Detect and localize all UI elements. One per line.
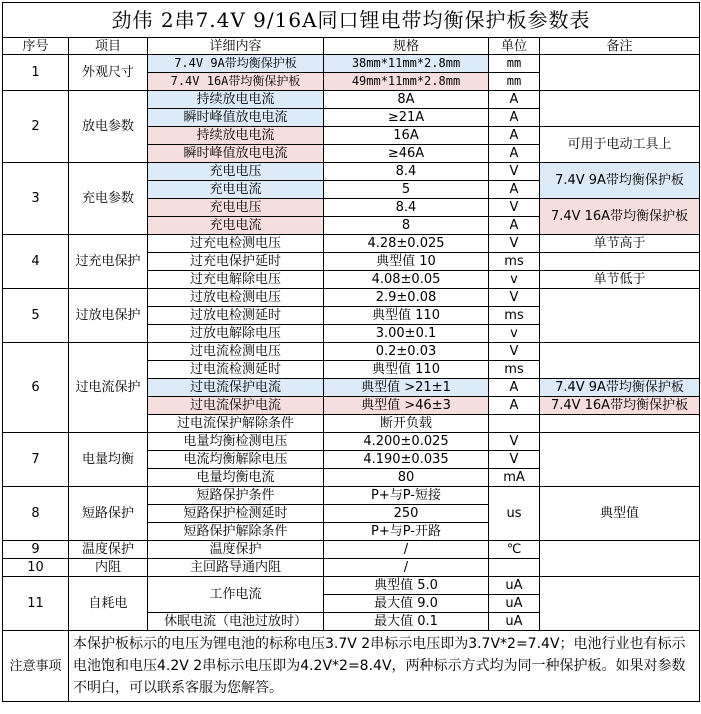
row-detail: 瞬时峰值放电电流	[148, 109, 324, 127]
row-detail: 过充电保护延时	[148, 253, 324, 271]
row-unit: V	[489, 235, 540, 253]
row-spec: 典型值 >21±1	[324, 379, 489, 397]
row-unit: v	[489, 271, 540, 289]
row-detail: 过电流保护电流	[148, 379, 324, 397]
row-remark: 单节低于	[540, 271, 700, 289]
row-detail: 瞬时峰值放电电流	[148, 145, 324, 163]
row-spec: 8	[324, 217, 489, 235]
row-unit: uA	[489, 577, 540, 595]
row-detail: 电量均衡检测电压	[148, 433, 324, 451]
row-number: 5	[3, 289, 69, 343]
header-remark: 备注	[540, 38, 700, 55]
row-item: 放电参数	[69, 91, 148, 163]
note-label: 注意事项	[3, 631, 69, 702]
row-unit: A	[489, 181, 540, 199]
row-number: 7	[3, 433, 69, 487]
header-detail: 详细内容	[148, 38, 324, 55]
table-row	[3, 91, 700, 109]
header-row	[3, 38, 700, 55]
row-unit: A	[489, 379, 540, 397]
row-item: 充电参数	[69, 163, 148, 235]
header-no: 序号	[3, 38, 69, 55]
table-row	[3, 487, 700, 505]
row-detail: 7.4V 16A带均衡保护板	[148, 73, 324, 91]
row-number: 2	[3, 91, 69, 163]
row-spec: 38mm*11mm*2.8mm	[324, 55, 489, 73]
row-spec: P+与P-开路	[324, 523, 489, 541]
row-spec: 4.200±0.025	[324, 433, 489, 451]
row-spec: /	[324, 541, 489, 559]
row-remark	[540, 541, 700, 577]
row-item: 过电流保护	[69, 343, 148, 433]
row-unit: uA	[489, 613, 540, 631]
row-spec: 2.9±0.08	[324, 289, 489, 307]
row-detail: 过电流保护电流	[148, 397, 324, 415]
row-item: 电量均衡	[69, 433, 148, 487]
row-item: 过放电保护	[69, 289, 148, 343]
row-detail: 过电流检测电压	[148, 343, 324, 361]
row-spec: 最大值 0.1	[324, 613, 489, 631]
table-row	[3, 433, 700, 451]
table-row	[3, 55, 700, 73]
row-detail: 温度保护	[148, 541, 324, 559]
row-unit: V	[489, 451, 540, 469]
row-remark: 典型值	[540, 487, 700, 541]
row-unit: V	[489, 289, 540, 307]
row-detail: 短路保护检测延时	[148, 505, 324, 523]
row-unit: mm	[489, 55, 540, 73]
row-spec: 断开负载	[324, 415, 489, 433]
row-remark	[540, 577, 700, 631]
table-row	[3, 541, 700, 559]
row-detail: 过充电检测电压	[148, 235, 324, 253]
row-spec: 4.08±0.05	[324, 271, 489, 289]
row-spec: 典型值 5.0	[324, 577, 489, 595]
table-title: 劲伟 2串7.4V 9/16A同口锂电带均衡保护板参数表	[3, 3, 700, 38]
row-remark	[540, 91, 700, 127]
row-spec: 8A	[324, 91, 489, 109]
row-spec: 典型值 110	[324, 307, 489, 325]
row-remark	[540, 55, 700, 91]
row-spec: 4.190±0.035	[324, 451, 489, 469]
table-row	[3, 289, 700, 307]
row-spec: 0.2±0.03	[324, 343, 489, 361]
row-remark	[540, 253, 700, 271]
row-remark: 可用于电动工具上	[540, 127, 700, 163]
row-item: 过充电保护	[69, 235, 148, 289]
row-remark: 7.4V 9A带均衡保护板	[540, 379, 700, 397]
row-number: 11	[3, 577, 69, 631]
spec-table	[2, 2, 700, 702]
row-detail: 电量均衡电流	[148, 469, 324, 487]
row-spec: 49mm*11mm*2.8mm	[324, 73, 489, 91]
row-spec: /	[324, 559, 489, 577]
row-detail: 持续放电电流	[148, 91, 324, 109]
row-unit: us	[489, 487, 540, 541]
row-unit: mm	[489, 73, 540, 91]
row-detail: 主回路导通内阻	[148, 559, 324, 577]
row-detail: 充电电流	[148, 181, 324, 199]
row-unit: uA	[489, 595, 540, 613]
row-spec: 典型值 110	[324, 361, 489, 379]
row-remark: 7.4V 16A带均衡保护板	[540, 397, 700, 415]
row-spec: 8.4	[324, 163, 489, 181]
row-unit: ms	[489, 307, 540, 325]
row-unit: A	[489, 127, 540, 145]
table-row	[3, 163, 700, 181]
row-detail: 短路保护条件	[148, 487, 324, 505]
row-unit: A	[489, 397, 540, 415]
row-detail: 充电电流	[148, 217, 324, 235]
row-detail: 过放电检测电压	[148, 289, 324, 307]
row-number: 10	[3, 559, 69, 577]
row-number: 8	[3, 487, 69, 541]
row-remark	[540, 433, 700, 487]
row-spec: 最大值 9.0	[324, 595, 489, 613]
row-spec: 16A	[324, 127, 489, 145]
table-row	[3, 343, 700, 361]
row-detail: 过充电解除电压	[148, 271, 324, 289]
row-detail: 过电流保护解除条件	[148, 415, 324, 433]
row-unit: V	[489, 433, 540, 451]
row-remark: 7.4V 16A带均衡保护板	[540, 199, 700, 235]
row-spec: ≥46A	[324, 145, 489, 163]
row-spec: ≥21A	[324, 109, 489, 127]
row-spec: 3.00±0.1	[324, 325, 489, 343]
row-unit: ℃	[489, 541, 540, 559]
header-spec: 规格	[324, 38, 489, 55]
row-unit: V	[489, 163, 540, 181]
row-remark: 单节高于	[540, 235, 700, 253]
row-remark	[540, 289, 700, 343]
row-number: 1	[3, 55, 69, 91]
row-unit: A	[489, 91, 540, 109]
row-detail: 过放电解除电压	[148, 325, 324, 343]
row-detail: 7.4V 9A带均衡保护板	[148, 55, 324, 73]
table-row	[3, 577, 700, 595]
row-detail: 持续放电电流	[148, 127, 324, 145]
row-detail: 充电电压	[148, 163, 324, 181]
row-unit: ms	[489, 253, 540, 271]
row-spec: 典型值 10	[324, 253, 489, 271]
row-unit: V	[489, 199, 540, 217]
note-row	[3, 631, 700, 702]
row-remark: 7.4V 9A带均衡保护板	[540, 163, 700, 199]
row-spec: 5	[324, 181, 489, 199]
note-text: 本保护板标示的电压为锂电池的标称电压3.7V 2串标示电压即为3.7V*2=7.4V；电池行业也有标示电池饱和电压4.2V 2串标示电压即为4.2V*2=8.4V，两种标示方式均为同一种保护板。如果对参数不明白，可以联系客服为您解答。	[69, 631, 700, 702]
row-unit: v	[489, 325, 540, 343]
row-item: 外观尺寸	[69, 55, 148, 91]
row-detail: 工作电流	[148, 577, 324, 613]
row-spec: P+与P-短接	[324, 487, 489, 505]
row-unit: V	[489, 343, 540, 361]
row-number: 4	[3, 235, 69, 289]
header-unit: 单位	[489, 38, 540, 55]
row-unit	[489, 415, 540, 433]
row-spec: 典型值 >46±3	[324, 397, 489, 415]
row-number: 9	[3, 541, 69, 559]
header-item: 项目	[69, 38, 148, 55]
row-item: 自耗电	[69, 577, 148, 631]
row-detail: 电流均衡解除电压	[148, 451, 324, 469]
row-spec: 250	[324, 505, 489, 523]
row-unit: A	[489, 109, 540, 127]
row-detail: 过放电检测延时	[148, 307, 324, 325]
row-detail: 短路保护解除条件	[148, 523, 324, 541]
row-unit: A	[489, 145, 540, 163]
row-item: 内阻	[69, 559, 148, 577]
row-item: 温度保护	[69, 541, 148, 559]
row-detail: 充电电压	[148, 199, 324, 217]
table-row	[3, 235, 700, 253]
row-number: 3	[3, 163, 69, 235]
row-unit: ms	[489, 361, 540, 379]
row-detail: 过电流检测延时	[148, 361, 324, 379]
row-unit: mA	[489, 469, 540, 487]
spec-sheet	[2, 2, 699, 702]
row-spec: 8.4	[324, 199, 489, 217]
row-unit: A	[489, 217, 540, 235]
row-spec: 4.28±0.025	[324, 235, 489, 253]
row-item: 短路保护	[69, 487, 148, 541]
row-spec: 80	[324, 469, 489, 487]
row-remark	[540, 343, 700, 379]
row-detail: 休眠电流（电池过放时）	[148, 613, 324, 631]
row-number: 6	[3, 343, 69, 433]
row-unit	[489, 559, 540, 577]
row-remark	[540, 415, 700, 433]
